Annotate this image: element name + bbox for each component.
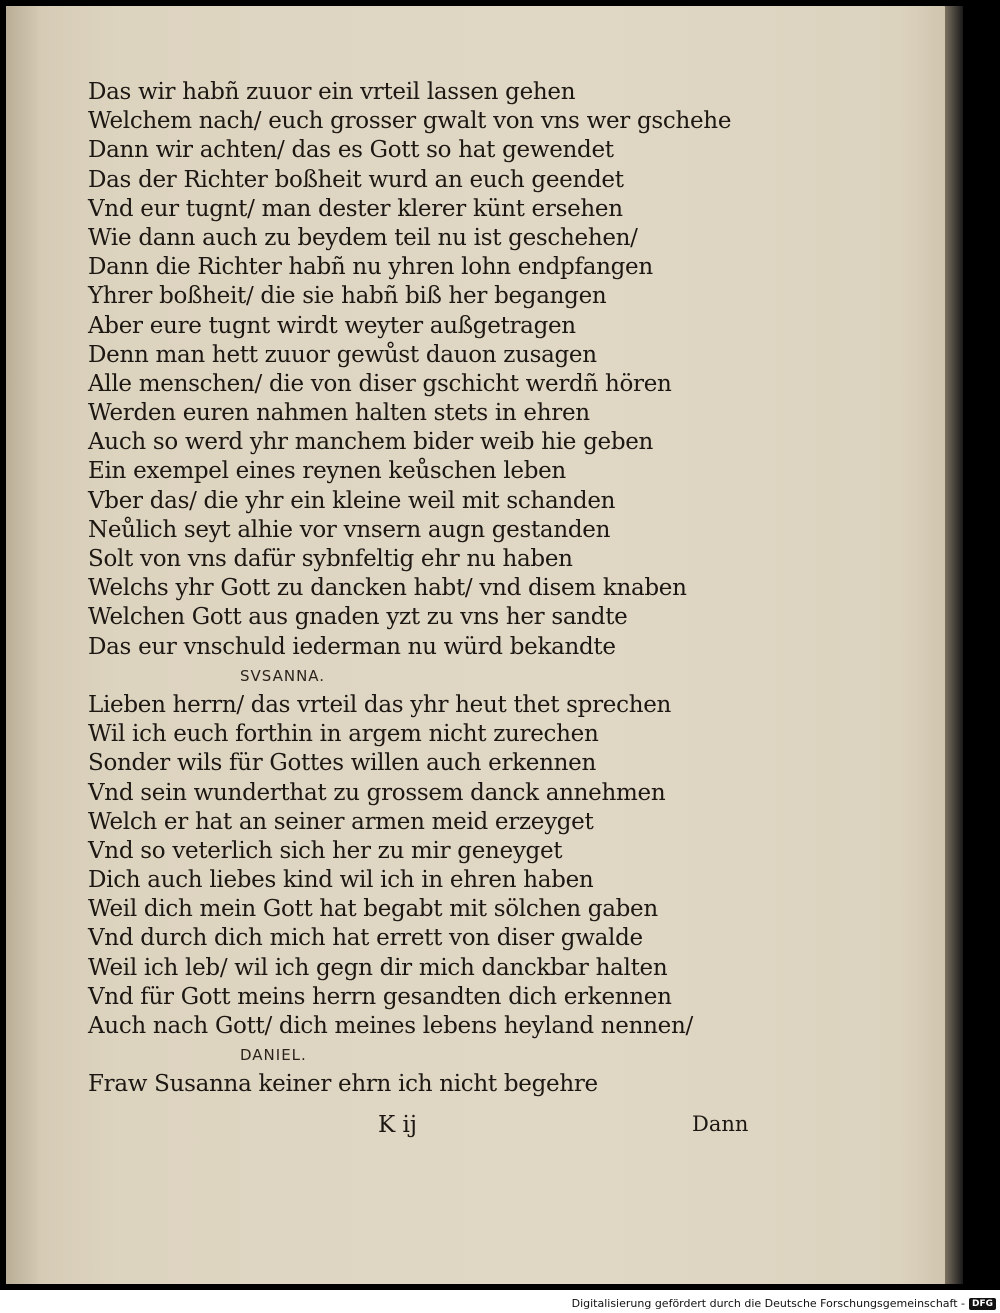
verse-group-3 [88,1070,808,1099]
page-gutter [6,6,38,1284]
verse-line: Vber das/ die yhr ein kleine weil mit schanden [88,487,616,514]
verse-line: Dich auch liebes kind wil ich in ehren haben [88,867,594,894]
speaker-label-susanna: SVSANNA. [240,666,326,685]
verse-line: Vnd sein wunderthat zu grossem danck annehmen [88,779,666,806]
dfg-logo: DFG [969,1298,996,1310]
verse-line: Das wir habñ zuuor ein vrteil lassen gehen [88,79,576,105]
verse-line: Neůlich seyt alhie vor vnsern augn gestanden [88,516,611,543]
verse-line: Sonder wils für Gottes willen auch erkennen [88,750,596,777]
verse-line: Vnd eur tugnt/ man dester klerer künt ersehen [88,195,623,222]
verse-line: Ein exempel eines reynen keůschen leben [88,458,566,485]
verse-line: Welchem nach/ euch grosser gwalt von vns wer gschehe [88,108,732,135]
verse-line: Vnd für Gott meins herrn gesandten dich erkennen [88,983,672,1010]
page-footer [0,1112,940,1142]
verse-line: Dann die Richter habñ nu yhren lohn endpfangen [88,254,653,281]
verse-line: Das eur vnschuld iederman nu würd bekandte [88,633,616,660]
verse-line: Dann wir achten/ das es Gott so hat gewendet [88,137,614,164]
verse-line: Auch nach Gott/ dich meines lebens heyland nennen/ [88,1013,693,1039]
verse-line: Weil dich mein Gott hat begabt mit sölchen gaben [88,896,658,923]
speaker-label-daniel: DANIEL. [240,1046,307,1065]
verse-group-2 [88,691,808,1041]
credit-text: Digitalisierung gefördert durch die Deutsche Forschungsgemeinschaft - [571,1297,965,1310]
verse-line: Das der Richter boßheit wurd an euch geendet [88,166,624,193]
verse-line: Wil ich euch forthin in argem nicht zurechen [88,721,599,748]
verse-line: Welch er hat an seiner armen meid erzeyget [88,808,594,835]
verse-line: Welchen Gott aus gnaden yzt zu vns her sandte [88,604,628,631]
verse-line: Vnd durch dich mich hat errett von diser gwalde [88,925,643,952]
verse-line: Yhrer boßheit/ die sie habñ biß her begangen [88,283,607,310]
digitization-credit [572,1297,996,1310]
verse-line: Aber eure tugnt wirdt weyter außgetragen [88,312,576,339]
verse-line: Lieben herrn/ das vrteil das yhr heut thet sprechen [88,691,672,718]
verse-line: Alle menschen/ die von diser gschicht werdñ hören [88,370,672,397]
verse-group-1 [88,78,808,662]
verse-line: Weil ich leb/ wil ich gegn dir mich danckbar halten [88,954,668,981]
verse-line: Werden euren nahmen halten stets in ehren [88,400,590,427]
catchword: Dann [692,1112,749,1136]
page-edge-shadow [945,6,963,1284]
verse-line: Solt von vns dafür sybnfeltig ehr nu haben [88,546,573,572]
verse-line: Wie dann auch zu beydem teil nu ist geschehen/ [88,224,638,251]
verse-line: Fraw Susanna keiner ehrn ich nicht begehre [88,1071,598,1098]
verse-line: Welchs yhr Gott zu dancken habt/ vnd disem knaben [88,575,687,602]
verse-line: Vnd so veterlich sich her zu mir geneyget [88,837,563,864]
signature-mark: K ij [378,1112,417,1138]
text-block [88,78,808,1100]
verse-line: Auch so werd yhr manchem bider weib hie geben [88,429,654,456]
verse-line: Denn man hett zuuor gewůst dauon zusagen [88,341,597,368]
